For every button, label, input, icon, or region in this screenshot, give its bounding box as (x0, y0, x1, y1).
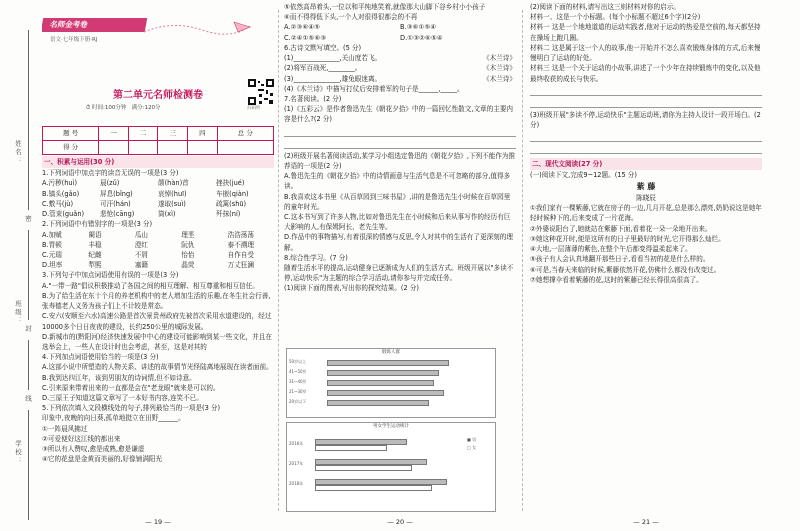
chart-bar (327, 360, 449, 366)
option: D.三原王子知道这篇文章写了一本好书内容,连笑不已。 (42, 394, 203, 403)
question-stem: 3.下列句子中加点词语使用有误的一项是(3 分) (42, 271, 179, 280)
clock-icon: ⏱ (86, 105, 91, 111)
seal-line (28, 410, 29, 520)
score-cell[interactable] (158, 141, 188, 155)
passage-paragraph: ④大地,一层薄薄的紫色,在整个午后都变得温柔起来了。 (530, 245, 692, 254)
seal-line (28, 340, 29, 390)
material: 材料一 这是一个地地道道的运动实践者,他对于运动的热爱是空前的,每天都坚持在操场上跑几圈。 (530, 23, 761, 42)
passage: 随着生活水平的提高,运动健身已逐渐成为人们的生活方式。班级开展以"多读不停,运动快乐"为主题的综合学习活动,请你参与并完成任务。 (284, 264, 514, 283)
passage-paragraph: ⑤孩子有人会认真地翻开那些日子,看看当初的花是什么样的。 (530, 255, 710, 264)
page-20-body (284, 2, 516, 294)
y-tick-label: 41~50岁 (289, 369, 307, 374)
answer-line[interactable] (284, 127, 516, 137)
section-heading: 一、积累与运用(30 分) (42, 156, 274, 168)
material: 材料三 这是一个关于运动的小故事,讲述了一个少年在持续锻炼中的变化,以及他最终收获的成长与快乐。 (530, 64, 761, 83)
recitation-line: (1)______________,关山度若飞。 《木兰诗》 (284, 54, 516, 63)
option: D.新城市的(黔阳河)经济快速发展中中心的建设可能影响到某一些文化，并且在选举会上，一些人在设计时也会考虑，甚至，这是对其的 (42, 332, 272, 351)
option-row: B.胃顿 丰稳 澄红 阮仇 泰不溯理 (42, 240, 254, 249)
page-number: — 20 — (387, 517, 413, 526)
sub-question: 材料一、这是一个小标题。(每个小标题不超过6个字)(2分) (530, 13, 701, 22)
recitation-line: (3)______________,雄兔眼迷离。 《木兰诗》 (284, 74, 516, 83)
passage-title: 紫 藤 (636, 181, 656, 191)
page-19 (42, 0, 274, 531)
sentence-item: ⑥而不得得低下头,一个人对很得很都会的不再 (284, 13, 418, 22)
option-row: C.元瑞 纪雌 不屑 怡怡 自作自受 (42, 250, 254, 259)
reading-intro: (一)阅读下文,完成9~12题。(15 分) (530, 171, 637, 180)
sub-question: (1)阅读下面的图表,写出你的探究结果。(2 分) (284, 284, 419, 293)
score-cell[interactable] (188, 141, 218, 155)
chart-students-sport (286, 422, 496, 512)
seal-char: 密 (24, 215, 32, 224)
qr-code-icon[interactable] (247, 78, 274, 106)
exam-total: 满分:120分 (131, 105, 161, 111)
option: C.这本书写到了许多人物,比如对鲁迅先生在小时候和后来从事写作的经历有巨大影响的人,有保姆阿长、老先生等。 (284, 212, 511, 232)
question-stem: 2.下列词语中有错别字的一项是(3 分) (42, 220, 153, 229)
option: A.鲁迅先生的《朝花夕拾》中的诗情画意与生活气息是不可忽略的部分,值得多读。 (284, 172, 511, 191)
chart-bar (315, 485, 432, 491)
exam-meta (86, 104, 161, 113)
passage-author: 陈晓辰 (636, 194, 656, 203)
y-tick-label: 21~30岁 (289, 389, 307, 394)
option-row: D.管束(guǎn) 悲怆(cāng) 筒(xì) 歼抹(ní) (42, 210, 241, 219)
brand-logo: 名师金考卷 (42, 18, 147, 32)
score-cell[interactable] (128, 141, 158, 155)
chart-frame (286, 348, 496, 418)
question-stem: 5.下列依次填入文段横线处的句子,排列最恰当的一项是(3 分) (42, 404, 221, 413)
option-row: A.加赋 阑语 瓜山 理垩 浩浩荡荡 (42, 230, 254, 239)
y-tick-label: 20岁以下 (289, 399, 307, 404)
answer-line[interactable] (284, 139, 516, 149)
question-stem: 1.下列词语中加点字的读音无误的一项是(3 分) (42, 169, 179, 178)
question-stem: 8.综合性学习。(7 分) (284, 253, 348, 262)
question-stem: 4.下列加点词语使用恰当的一项是(3 分) (42, 353, 159, 362)
page-number: — 21 — (633, 517, 659, 526)
page-21 (530, 0, 762, 531)
chart-title: 锻炼人群 (382, 350, 400, 355)
score-header: 一 (99, 127, 129, 141)
question-stem: 7.名著阅读。(2 分) (284, 94, 342, 103)
sentence-item: ②可爱便好这江线的都出来 (42, 434, 121, 443)
passage: 印象中,夜晚的向日葵,孤单地挺立在田野______。 (42, 414, 185, 423)
seal-char: 封 (24, 325, 32, 334)
score-table (42, 126, 274, 155)
sentence-item: ①一阵晨风拂过 (42, 424, 88, 433)
qr-caption: 扫码听 (247, 106, 261, 111)
section-heading: 二、现代文阅读(27 分) (530, 158, 762, 170)
material: 材料二 这是属于这一个人的故事,他一开始并不怎么喜欢锻炼身体的方式,后来慢慢明白了运动的好处。 (530, 43, 761, 63)
class-label: 班级： (14, 300, 22, 326)
score-label: 得 分 (43, 141, 99, 155)
option: D.作品中的事物描写,有着很深的情感与反思,令人对其中的生活有了更深刻的理解。 (284, 233, 513, 252)
chart-title: 男女学生运动统计 (373, 424, 409, 429)
binding-margin (0, 0, 38, 531)
option: B.我到达四江年，该到男朋友的诗词情,但不如诗意。 (42, 373, 196, 382)
answer-line[interactable] (530, 86, 762, 96)
section-1 (42, 156, 274, 465)
page-number: — 19 — (145, 517, 171, 526)
sub-question: (3)班级开展"多读不停,运动快乐"主题运动班,请你为主持人设计一段开场白。(2 分) (530, 110, 761, 129)
passage-paragraph: ②外婆说阳台了,她就站在紫藤下面,看着花一朵一朵地开出来。 (530, 224, 712, 233)
option-row: D.坦率 犁熙 塞籍 晶荧 万丈狂澜 (42, 261, 254, 270)
passage-paragraph: ①我们家有一棵紫藤,它就在房子的一边,几月开花,总是那么漂亮,奶奶说这是她年轻时候种下的,后来变成了一片花海。 (530, 204, 762, 223)
column-divider (278, 10, 279, 511)
name-label: 姓名： (14, 140, 22, 166)
chart-bar (315, 445, 387, 451)
option: C.安六(安顺至六水)高速公路是首次景贵州政府先被首次采用水道建设的，经过10000多个日日夜夜的建设，长约250公里的城际发展。 (42, 312, 272, 331)
option-row: C.敷马(jù) 可汗(hán) 遂取(suì) 疏篱(shū) (42, 199, 247, 208)
passage-paragraph: ③她这种花开时,便是这所有的日子里最好的时光,它开得那么灿烂。 (530, 234, 725, 243)
page-20 (284, 0, 516, 531)
column-divider (522, 10, 523, 511)
y-tick-label: 2018年 (289, 481, 304, 486)
question-stem: 6.古诗文默写填空。(5 分) (284, 43, 362, 52)
seal-line (28, 230, 29, 320)
chart-bar (327, 390, 444, 396)
option-row: C.②④①⑤⑥③ D.①③②⑥⑤④ (284, 33, 443, 42)
y-tick-label: 50岁以上 (289, 359, 307, 364)
score-header: 三 (158, 127, 188, 141)
grade-label: 语文·七年级下册·RJ (50, 37, 98, 43)
score-cell[interactable] (99, 141, 129, 155)
option-row: A.污秽(huì) 晨(zǔ) 颌(hàn)首 挫抉(jué) (42, 179, 245, 188)
y-tick-label: 2016年 (289, 441, 304, 446)
chart-bar (327, 380, 434, 386)
answer-line[interactable] (530, 144, 762, 154)
option: B.我喜欢这本书里《从百草园到三味书屋》,讲的是鲁迅先生小时候在百草园里的童年时光。 (284, 192, 511, 211)
option-row: B.镐头(gǎo) 屏息(bǐng) 哀悼(huī) 车嵌(qiàn) (42, 189, 249, 198)
chart-bar (327, 370, 439, 376)
option-row: A.②③⑥④⑤ B.③⑥①⑤④ (284, 23, 437, 32)
seal-char: 线 (24, 395, 32, 404)
page-title: 第二单元名师检测卷 (113, 90, 203, 101)
recitation-line: (2)将军百战死,________。 《木兰诗》 (284, 64, 516, 73)
chart-bar (315, 465, 412, 471)
exam-time: 时间:100分钟 (92, 105, 127, 111)
score-cell[interactable] (217, 141, 273, 155)
chart-bar (327, 400, 429, 406)
score-header: 题 号 (43, 127, 99, 141)
y-tick-label: 31~40岁 (289, 379, 307, 384)
option: A.这部小说中所塑造的人物关系、讲述的故事情节光怪陆离地展现在读者面前。 (42, 363, 273, 372)
school-label: 学校： (14, 440, 22, 466)
answer-line[interactable] (530, 132, 762, 142)
option: B.为了给生活在东十个月的养老机构中的老人增加生活的乐趣,在冬生社会行善,张寿德老人义务为孩子们上不计较是常态。 (42, 291, 271, 311)
chart-frame (286, 422, 496, 512)
sentence-item: ⑤依然高昂着头,一位以和平纯地笑着,就像那大山脚下谷乡村小小孩子 (284, 3, 486, 11)
page-21-body (530, 2, 762, 285)
passage-paragraph: ⑥可是,当春天来临的时候,紫藤依然开花,仿佛什么都没有改变过。 (530, 265, 721, 274)
sentence-item: ④它的花盘是金黄而美丽的,好像铺满阳光 (42, 455, 163, 464)
chart-exercise-age (286, 348, 496, 418)
passage-paragraph: ⑦她想撑伞看着紫藤的花,这时的紫藤已经长得很高很高了。 (530, 275, 703, 284)
sub-question: (2)班级开展名著阅读活动,某学习小组选定鲁迅的《朝花夕拾》,下列不能作为推荐语的一项是(2 分) (284, 151, 516, 170)
sub-question: (1)《五彩云》是作者鲁迅先生《朝花夕拾》中的一篇回忆性散文,文章的主要内容是什么?(2 分) (284, 105, 514, 124)
answer-line[interactable] (530, 98, 762, 108)
sentence-item: ③所以有人赞叹,愈是成熟,愈是谦虚 (42, 445, 145, 454)
score-header: 四 (188, 127, 218, 141)
legend: □ 女 (467, 445, 477, 450)
option: A."一带一路"倡议积极推动了各国之间的相互理解、相互尊重和相互信任。 (42, 281, 259, 290)
y-tick-label: 2017年 (289, 461, 304, 466)
legend: ■ 男 (467, 437, 477, 442)
score-header: 二 (128, 127, 158, 141)
recitation-line: (4)《木兰诗》中描写打仗后安排着军的句子是______,_____。 (284, 84, 464, 93)
option: C.引来原来带着出来的一直都是会在"老龙眼"就来是可以的。 (42, 383, 220, 392)
sub-question: (2)阅读下面的材料,请写出这三则材料对你的启示。 (530, 3, 680, 11)
paper-plane-icon (142, 18, 252, 40)
seal-line (28, 30, 29, 210)
score-header: 总 分 (217, 127, 273, 141)
